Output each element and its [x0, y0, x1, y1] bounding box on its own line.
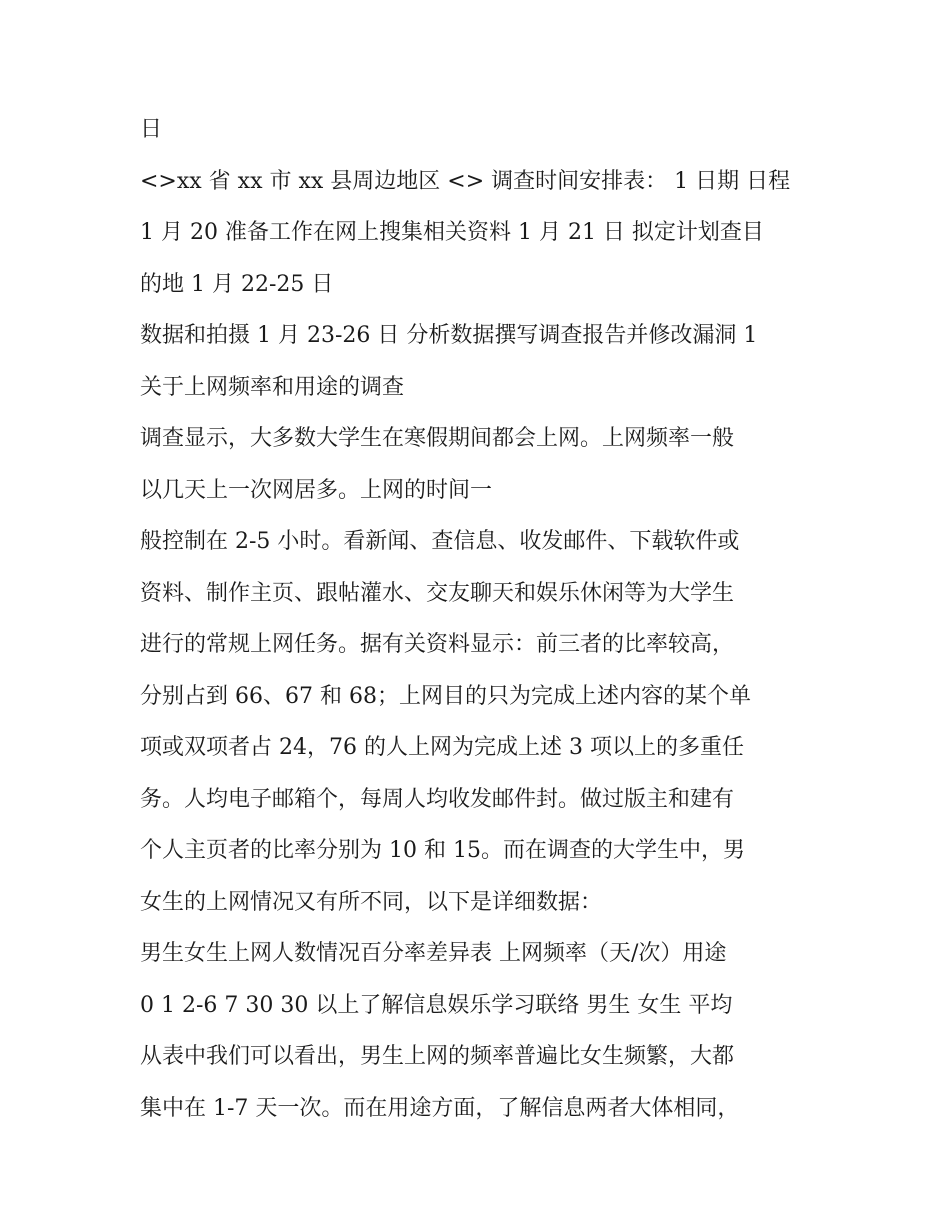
text-line: 从表中我们可以看出，男生上网的频率普遍比女生频繁，大都 [140, 1044, 735, 1069]
text-line: 1 月 20 准备工作在网上搜集相关资料 1 月 21 日 拟定计划查目 [140, 220, 764, 245]
text-line: 资料、制作主页、跟帖灌水、交友聊天和娱乐休闲等为大学生 [140, 580, 735, 606]
text-line: 以几天上一次网居多。上网的时间一 [140, 477, 493, 503]
text-line: 男生女生上网人数情况百分率差异表 上网频率（天/次）用途 [140, 941, 727, 966]
document-body [140, 108, 830, 1138]
text-line: 个人主页者的比率分别为 10 和 15。而在调查的大学生中，男 [140, 838, 745, 863]
text-line: 的地 1 月 22-25 日 [140, 271, 334, 297]
text-line: 调查显示，大多数大学生在寒假期间都会上网。上网频率一般 [140, 426, 735, 451]
text-line: 集中在 1-7 天一次。而在用途方面，了解信息两者大体相同， [140, 1095, 740, 1121]
text-line: 分别占到 66、67 和 68；上网目的只为完成上述内容的某个单 [140, 683, 751, 709]
text-line: 务。人均电子邮箱个，每周人均收发邮件封。做过版主和建有 [140, 786, 735, 812]
text-line: 女生的上网情况又有所不同，以下是详细数据： [140, 889, 603, 915]
text-line: <>xx 省 xx 市 xx 县周边地区 <> 调查时间安排表： 1 日期 日程 [140, 168, 791, 194]
text-line: 关于上网频率和用途的调查 [140, 374, 405, 400]
text-line: 项或双项者占 24，76 的人上网为完成上述 3 项以上的多重任 [140, 735, 744, 760]
text-line: 进行的常规上网任务。据有关资料显示：前三者的比率较高， [140, 632, 735, 657]
text-line: 日 [140, 117, 163, 142]
text-line: 0 1 2-6 7 30 30 以上了解信息娱乐学习联络 男生 女生 平均 [140, 992, 733, 1018]
text-line: 数据和拍摄 1 月 23-26 日 分析数据撰写调查报告并修改漏洞 1 [140, 323, 758, 348]
text-line: 般控制在 2-5 小时。看新闻、查信息、收发邮件、下载软件或 [140, 529, 740, 554]
